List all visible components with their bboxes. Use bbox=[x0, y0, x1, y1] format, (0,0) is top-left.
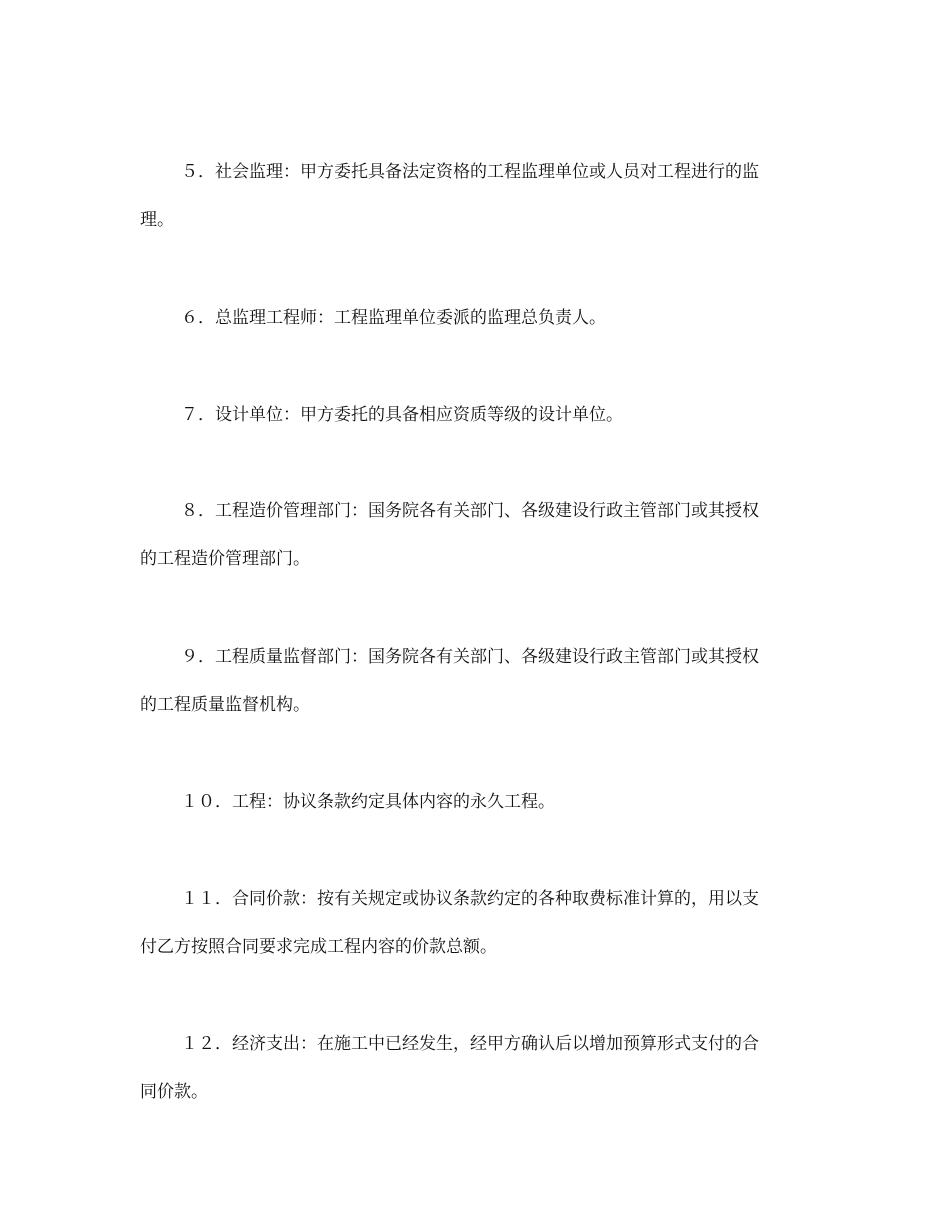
clause-7-line-1: ７．设计单位：甲方委托的具备相应资质等级的设计单位。 bbox=[181, 405, 623, 425]
clause-5-line-2: 理。 bbox=[140, 210, 174, 230]
clause-12-line-1: １２．经济支出：在施工中已经发生，经甲方确认后以增加预算形式支付的合 bbox=[181, 1034, 759, 1054]
clause-12-line-2: 同价款。 bbox=[140, 1082, 208, 1102]
clause-11-line-2: 付乙方按照合同要求完成工程内容的价款总额。 bbox=[140, 937, 497, 957]
clause-6-line-1: ６．总监理工程师：工程监理单位委派的监理总负责人。 bbox=[181, 308, 606, 328]
clause-11-line-1: １１．合同价款：按有关规定或协议条款约定的各种取费标准计算的，用以支 bbox=[181, 889, 759, 909]
clause-9-line-2: 的工程质量监督机构。 bbox=[140, 695, 310, 715]
clause-5-line-1: ５．社会监理：甲方委托具备法定资格的工程监理单位或人员对工程进行的监 bbox=[181, 162, 759, 182]
clause-8-line-2: 的工程造价管理部门。 bbox=[140, 549, 310, 569]
clause-8-line-1: ８．工程造价管理部门：国务院各有关部门、各级建设行政主管部门或其授权 bbox=[181, 501, 759, 521]
clause-10-line-1: １０．工程：协议条款约定具体内容的永久工程。 bbox=[181, 792, 555, 812]
clause-9-line-1: ９．工程质量监督部门：国务院各有关部门、各级建设行政主管部门或其授权 bbox=[181, 647, 759, 667]
